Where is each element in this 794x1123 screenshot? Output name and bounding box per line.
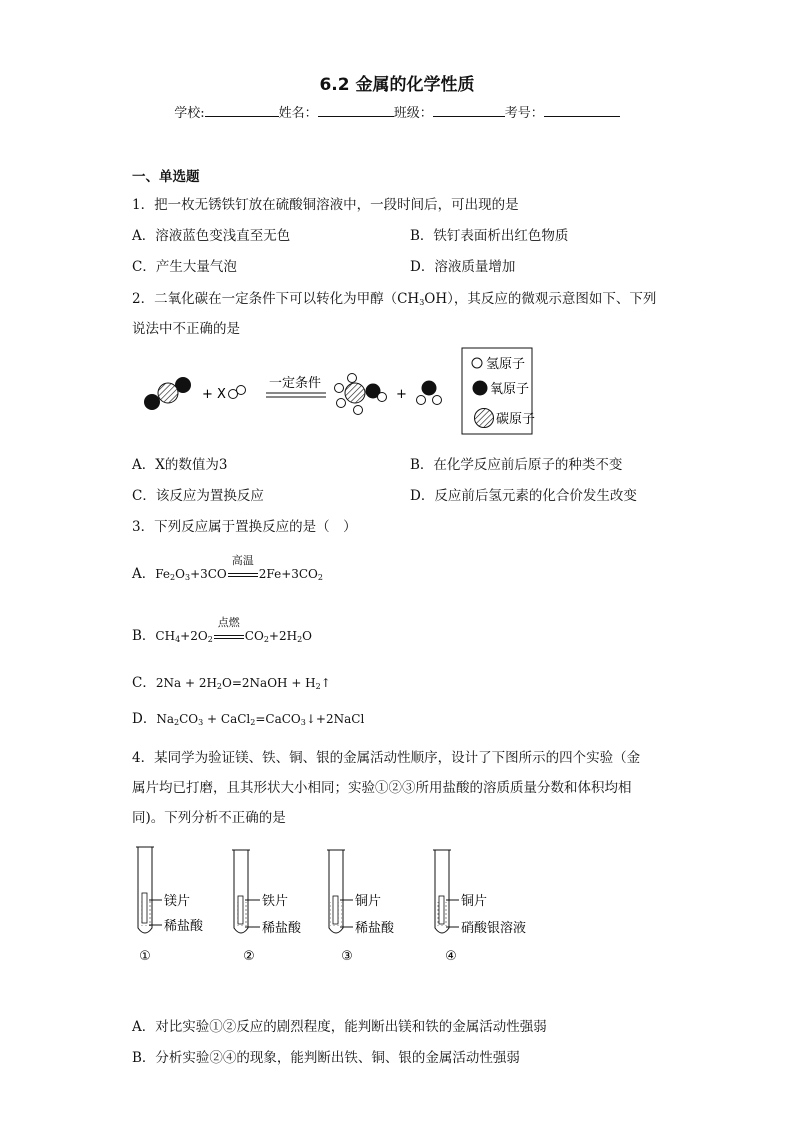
- tube-4-metal: 铜片: [461, 894, 488, 909]
- tube-2-metal: 铁片: [262, 894, 289, 909]
- legend-carbon: 碳原子: [496, 412, 536, 427]
- q3-option-c[interactable]: C．$2Na + 2H_2O=2NaOH$ + $H_2↑$: [132, 675, 331, 691]
- q1-option-a[interactable]: A．溶液蓝色变浅直至无色: [132, 228, 291, 244]
- q3-option-b[interactable]: B．$CH_4+2O_2$ 点燃 $CO_2+2H_2O$: [132, 616, 313, 644]
- methanol-molecule: [335, 374, 387, 415]
- class-label: 班级：: [393, 106, 433, 121]
- condition-ignite: 点燃: [217, 616, 240, 629]
- q1-option-b[interactable]: B．铁钉表面析出红色物质: [410, 228, 569, 244]
- test-tube-3: [327, 850, 395, 964]
- tube-4-solution: 硝酸银溶液: [461, 921, 527, 936]
- oxygen-atom-icon: [473, 381, 488, 396]
- h2-molecule: [229, 386, 246, 399]
- q3-stem: 3．下列反应属于置换反应的是（ ）: [132, 519, 357, 535]
- name-blank[interactable]: [318, 103, 394, 117]
- hydrogen-atom-icon: [472, 358, 482, 368]
- q2-option-d[interactable]: D．反应前后氢元素的化合价发生改变: [410, 488, 637, 504]
- tube-3-solution: 稀盐酸: [355, 921, 395, 936]
- q1-stem: 1．把一枚无锈铁钉放在硫酸铜溶液中，一段时间后，可出现的是: [132, 197, 519, 213]
- q2-stem-line2: 说法中不正确的是: [132, 321, 240, 337]
- tube-2-number: ②: [243, 949, 255, 964]
- exam-number-blank[interactable]: [544, 103, 620, 117]
- water-molecule: [417, 381, 442, 405]
- q2-option-a[interactable]: A．X的数值为3: [132, 457, 228, 473]
- plus-text: +: [396, 387, 407, 402]
- school-label: 学校:: [174, 106, 205, 121]
- condition-high-temp: 高温: [231, 554, 254, 567]
- q1-option-d[interactable]: D．溶液质量增加: [410, 259, 516, 275]
- q4-stem-line2: 属片均已打磨，且其形状大小相同；实验①②③所用盐酸的溶质质量分数和体积均相: [132, 780, 632, 796]
- carbon-atom-icon: [475, 409, 494, 428]
- co2-molecule: [144, 377, 191, 410]
- legend-oxygen: 氧原子: [490, 382, 530, 397]
- tube-3-metal: 铜片: [355, 894, 382, 909]
- test-tube-experiments: [128, 840, 548, 970]
- school-blank[interactable]: [205, 103, 279, 117]
- student-info-line: [0, 102, 794, 121]
- test-tube-1: [136, 847, 204, 964]
- condition-text: 一定条件: [269, 376, 322, 391]
- tube-4-number: ④: [445, 949, 457, 964]
- tube-2-solution: 稀盐酸: [262, 921, 302, 936]
- q2-stem-line1: 2．二氧化碳在一定条件下可以转化为甲醇$(CH_3OH)$，其反应的微观示意图如下、下列: [132, 291, 657, 307]
- q3-option-a[interactable]: A．$Fe_2O_3+3CO$ 高温 $2Fe+3CO_2$: [132, 554, 323, 582]
- test-tube-2: [232, 850, 302, 964]
- section-heading: 一、单选题: [132, 169, 200, 185]
- q4-option-a[interactable]: A．对比实验①②反应的剧烈程度，能判断出镁和铁的金属活动性强弱: [132, 1019, 547, 1035]
- q4-option-b[interactable]: B．分析实验②④的现象，能判断出铁、铜、银的金属活动性强弱: [132, 1050, 520, 1066]
- page-title: 6.2 金属的化学性质: [319, 75, 475, 95]
- class-blank[interactable]: [433, 103, 505, 117]
- q4-stem-line1: 4．某同学为验证镁、铁、铜、银的金属活动性顺序，设计了下图所示的四个实验（金: [132, 750, 641, 766]
- q2-option-c[interactable]: C．该反应为置换反应: [132, 488, 264, 504]
- tube-3-number: ③: [341, 949, 353, 964]
- q2-option-b[interactable]: B．在化学反应前后原子的种类不变: [410, 457, 623, 473]
- legend-hydrogen: 氢原子: [486, 357, 526, 372]
- q1-option-c[interactable]: C．产生大量气泡: [132, 259, 237, 275]
- test-tube-4: [433, 850, 526, 964]
- tube-1-number: ①: [139, 949, 151, 964]
- q4-stem-line3: 同)。下列分析不正确的是: [132, 810, 286, 826]
- tube-1-solution: 稀盐酸: [164, 919, 204, 934]
- q3-option-d[interactable]: D．$Na_2CO_3$ + CaCl$_2$=CaCO$_3$↓+2NaCl: [132, 711, 365, 727]
- name-label: 姓名：: [278, 106, 318, 121]
- plus-x-text: + X: [202, 387, 226, 402]
- reaction-micro-diagram: [130, 345, 550, 440]
- tube-1-metal: 镁片: [164, 894, 191, 909]
- exam-number-label: 考号：: [504, 106, 544, 121]
